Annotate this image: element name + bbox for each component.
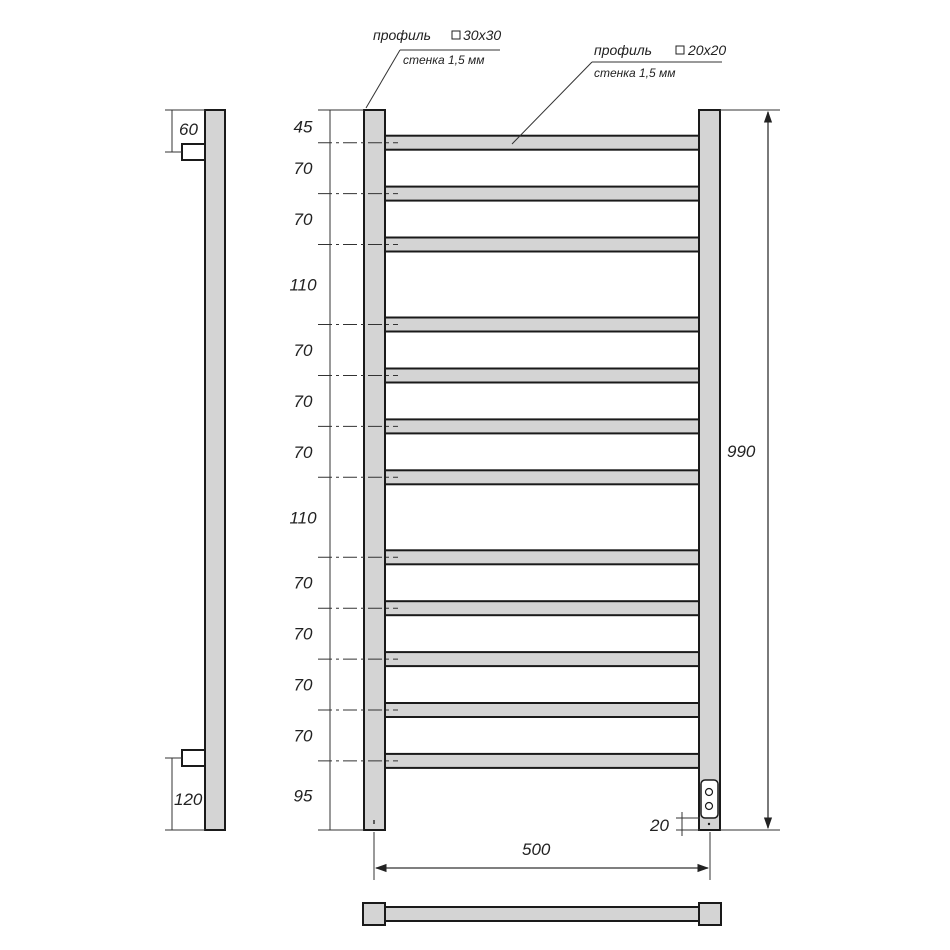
spacing-label: 70 (293, 573, 313, 593)
crossbar (385, 470, 699, 484)
profile-bar-size: 20x20 (688, 42, 727, 58)
total-width-label: 500 (522, 840, 551, 859)
side-top-offset-label: 60 (179, 120, 198, 139)
crossbar (385, 550, 699, 564)
top-view-bar (384, 907, 700, 921)
profile-bar-label: профиль (594, 42, 653, 58)
crossbars (385, 136, 699, 768)
side-view-post (205, 110, 225, 830)
crossbar (385, 238, 699, 252)
spacing-label: 70 (293, 675, 313, 695)
profile-post-callout (366, 27, 501, 108)
profile-bar-wall: стенка 1,5 мм (594, 66, 676, 80)
spacing-label: 70 (293, 341, 313, 360)
profile-post-wall: стенка 1,5 мм (403, 53, 485, 67)
spacing-label: 70 (293, 210, 313, 230)
spacing-label: 70 (293, 624, 313, 644)
right-post (699, 110, 720, 830)
side-bottom-offset-label: 120 (174, 790, 203, 809)
spacing-label: 110 (289, 275, 317, 295)
crossbar (385, 419, 699, 433)
profile-post-size: 30x30 (463, 27, 502, 43)
spacing-labels (289, 117, 317, 805)
square-profile-icon (676, 46, 684, 54)
crossbar (385, 136, 699, 150)
side-view (165, 110, 225, 830)
crossbar (385, 652, 699, 666)
bottom-clearance-label: 20 (650, 816, 669, 835)
spacing-label: 70 (293, 726, 313, 746)
total-height-label: 990 (727, 442, 756, 461)
spacing-label: 45 (293, 117, 313, 137)
spacing-label: 70 (293, 159, 313, 179)
crossbar (385, 187, 699, 201)
spacing-label: 95 (293, 786, 313, 806)
side-view-lower-bracket (182, 750, 205, 766)
crossbar (385, 318, 699, 332)
profile-bar-callout (512, 42, 726, 144)
front-view (289, 110, 780, 880)
spacing-label: 110 (289, 508, 317, 528)
top-view-left-post (363, 903, 385, 925)
spacing-label: 70 (293, 442, 313, 462)
square-profile-icon (452, 31, 460, 39)
top-view-right-post (699, 903, 721, 925)
spacing-label: 70 (293, 391, 313, 411)
side-view-upper-bracket (182, 144, 205, 160)
crossbar (385, 601, 699, 615)
profile-post-label: профиль (373, 27, 432, 43)
top-view (363, 903, 721, 925)
left-post (364, 110, 385, 830)
heating-element-connector (701, 780, 718, 825)
crossbar (385, 369, 699, 383)
crossbar (385, 703, 699, 717)
crossbar (385, 754, 699, 768)
